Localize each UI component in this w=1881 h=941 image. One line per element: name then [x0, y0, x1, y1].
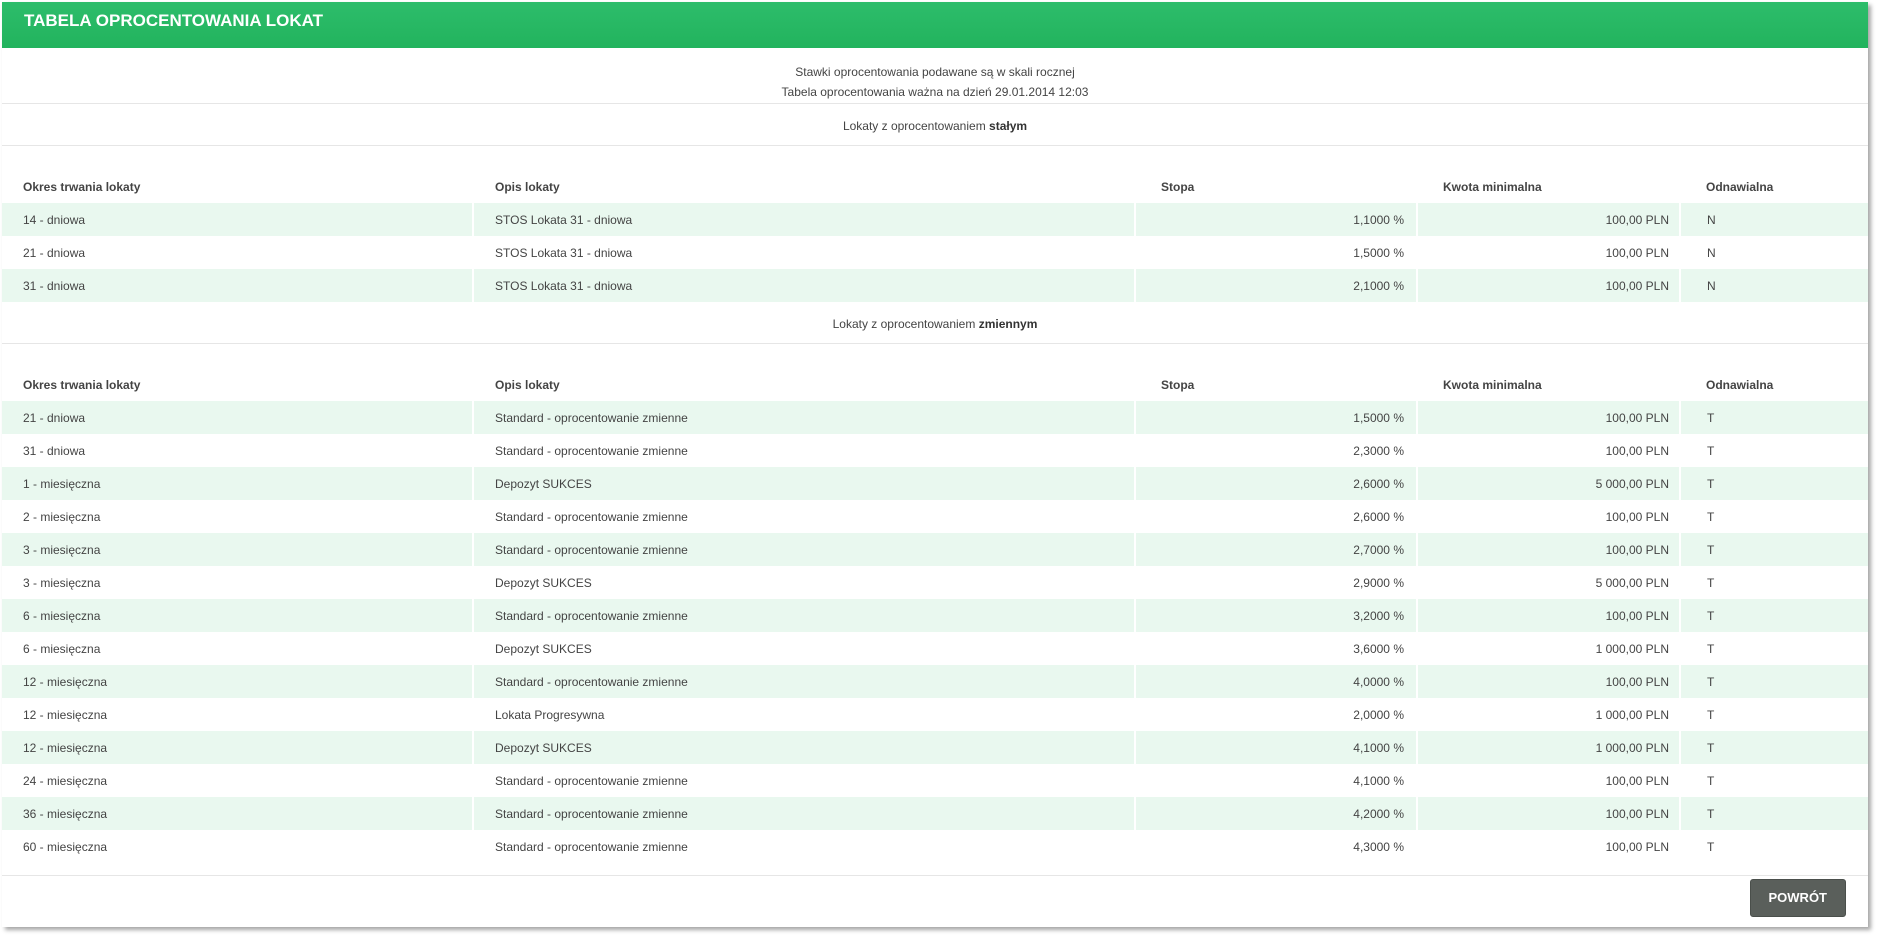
cell-min-amount: 1 000,00 PLN	[1417, 632, 1680, 665]
col-header-rate: Stopa	[1161, 378, 1195, 392]
cell-period: 12 - miesięczna	[2, 698, 473, 731]
cell-description: Standard - oprocentowanie zmienne	[473, 599, 1135, 632]
cell-rate: 4,1000 %	[1135, 731, 1417, 764]
cell-renewable: N	[1680, 236, 1868, 269]
cell-renewable: T	[1680, 698, 1868, 731]
cell-period: 6 - miesięczna	[2, 632, 473, 665]
page-title: TABELA OPROCENTOWANIA LOKAT	[2, 2, 1868, 48]
rates-info	[2, 48, 1868, 104]
cell-rate: 2,3000 %	[1135, 434, 1417, 467]
divider	[2, 863, 1868, 876]
cell-rate: 1,5000 %	[1135, 401, 1417, 434]
cell-description: Standard - oprocentowanie zmienne	[473, 830, 1135, 863]
variable-rates-body	[2, 401, 1868, 863]
cell-rate: 1,5000 %	[1135, 236, 1417, 269]
cell-renewable: T	[1680, 434, 1868, 467]
table-row	[2, 500, 1868, 533]
col-header-period: Okres trwania lokaty	[23, 180, 141, 194]
variable-title-prefix: Lokaty z oprocentowaniem	[832, 317, 979, 331]
cell-period: 36 - miesięczna	[2, 797, 473, 830]
cell-period: 3 - miesięczna	[2, 566, 473, 599]
table-row	[2, 599, 1868, 632]
cell-description: STOS Lokata 31 - dniowa	[473, 269, 1135, 302]
cell-description: Standard - oprocentowanie zmienne	[473, 797, 1135, 830]
cell-period: 1 - miesięczna	[2, 467, 473, 500]
cell-period: 3 - miesięczna	[2, 533, 473, 566]
cell-period: 21 - dniowa	[2, 236, 473, 269]
table-row	[2, 269, 1868, 302]
cell-period: 6 - miesięczna	[2, 599, 473, 632]
cell-renewable: T	[1680, 599, 1868, 632]
cell-min-amount: 100,00 PLN	[1417, 665, 1680, 698]
table-row	[2, 236, 1868, 269]
col-header-min-amount: Kwota minimalna	[1443, 378, 1542, 392]
cell-renewable: T	[1680, 500, 1868, 533]
cell-period: 12 - miesięczna	[2, 665, 473, 698]
cell-description: Depozyt SUKCES	[473, 566, 1135, 599]
cell-renewable: T	[1680, 632, 1868, 665]
cell-min-amount: 100,00 PLN	[1417, 764, 1680, 797]
table-row	[2, 401, 1868, 434]
cell-min-amount: 1 000,00 PLN	[1417, 731, 1680, 764]
cell-min-amount: 100,00 PLN	[1417, 434, 1680, 467]
col-header-renewable: Odnawialna	[1706, 180, 1774, 194]
fixed-rates-table	[2, 146, 1868, 302]
cell-rate: 2,0000 %	[1135, 698, 1417, 731]
table-row	[2, 566, 1868, 599]
table-row	[2, 698, 1868, 731]
table-row	[2, 467, 1868, 500]
cell-period: 14 - dniowa	[2, 203, 473, 236]
table-row	[2, 533, 1868, 566]
table-row	[2, 731, 1868, 764]
cell-renewable: T	[1680, 566, 1868, 599]
cell-rate: 4,0000 %	[1135, 665, 1417, 698]
cell-renewable: T	[1680, 830, 1868, 863]
cell-description: Standard - oprocentowanie zmienne	[473, 401, 1135, 434]
table-row	[2, 665, 1868, 698]
cell-rate: 4,1000 %	[1135, 764, 1417, 797]
cell-description: Depozyt SUKCES	[473, 467, 1135, 500]
cell-description: Standard - oprocentowanie zmienne	[473, 764, 1135, 797]
table-row	[2, 797, 1868, 830]
cell-description: Standard - oprocentowanie zmienne	[473, 500, 1135, 533]
fixed-title-prefix: Lokaty z oprocentowaniem	[842, 119, 990, 133]
cell-period: 2 - miesięczna	[2, 500, 473, 533]
cell-renewable: T	[1680, 731, 1868, 764]
variable-rates-table	[2, 344, 1868, 863]
cell-rate: 2,9000 %	[1135, 566, 1417, 599]
col-header-rate: Stopa	[1161, 180, 1195, 194]
fixed-section-title	[2, 104, 1868, 146]
cell-rate: 1,1000 %	[1135, 203, 1417, 236]
col-header-description: Opis lokaty	[473, 146, 1135, 203]
cell-min-amount: 5 000,00 PLN	[1417, 467, 1680, 500]
cell-min-amount: 5 000,00 PLN	[1417, 566, 1680, 599]
cell-renewable: T	[1680, 665, 1868, 698]
cell-period: 21 - dniowa	[2, 401, 473, 434]
cell-period: 31 - dniowa	[2, 269, 473, 302]
info-annual-note: Stawki oprocentowania podawane są w skali rocznej	[795, 65, 1075, 79]
info-valid-date: Tabela oprocentowania ważna na dzień 29.01.2014 12:03	[781, 85, 1089, 99]
cell-min-amount: 1 000,00 PLN	[1417, 698, 1680, 731]
cell-min-amount: 100,00 PLN	[1417, 500, 1680, 533]
cell-renewable: T	[1680, 467, 1868, 500]
table-row	[2, 764, 1868, 797]
cell-description: STOS Lokata 31 - dniowa	[473, 236, 1135, 269]
cell-min-amount: 100,00 PLN	[1417, 830, 1680, 863]
cell-rate: 2,7000 %	[1135, 533, 1417, 566]
cell-description: Depozyt SUKCES	[473, 731, 1135, 764]
table-row	[2, 632, 1868, 665]
cell-min-amount: 100,00 PLN	[1417, 203, 1680, 236]
cell-renewable: T	[1680, 533, 1868, 566]
cell-description: Standard - oprocentowanie zmienne	[473, 434, 1135, 467]
cell-min-amount: 100,00 PLN	[1417, 269, 1680, 302]
cell-description: Standard - oprocentowanie zmienne	[473, 665, 1135, 698]
cell-description: Lokata Progresywna	[473, 698, 1135, 731]
cell-min-amount: 100,00 PLN	[1417, 533, 1680, 566]
col-header-period: Okres trwania lokaty	[23, 378, 141, 392]
cell-min-amount: 100,00 PLN	[1417, 797, 1680, 830]
col-header-min-amount: Kwota minimalna	[1443, 180, 1542, 194]
cell-renewable: T	[1680, 797, 1868, 830]
col-header-renewable: Odnawialna	[1706, 378, 1774, 392]
col-header-description: Opis lokaty	[473, 344, 1135, 401]
fixed-rates-body	[2, 203, 1868, 302]
back-button[interactable]: POWRÓT	[1750, 879, 1847, 917]
cell-period: 24 - miesięczna	[2, 764, 473, 797]
cell-rate: 4,2000 %	[1135, 797, 1417, 830]
cell-description: Standard - oprocentowanie zmienne	[473, 533, 1135, 566]
cell-min-amount: 100,00 PLN	[1417, 401, 1680, 434]
cell-rate: 2,6000 %	[1135, 467, 1417, 500]
cell-renewable: T	[1680, 764, 1868, 797]
table-row	[2, 434, 1868, 467]
table-header-row	[2, 146, 1868, 203]
cell-rate: 2,6000 %	[1135, 500, 1417, 533]
cell-description: Depozyt SUKCES	[473, 632, 1135, 665]
fixed-title-bold: stałym	[989, 119, 1028, 133]
cell-rate: 4,3000 %	[1135, 830, 1417, 863]
deposit-rates-window	[2, 2, 1868, 927]
cell-rate: 3,2000 %	[1135, 599, 1417, 632]
variable-title-bold: zmiennym	[978, 317, 1038, 331]
cell-rate: 3,6000 %	[1135, 632, 1417, 665]
cell-period: 31 - dniowa	[2, 434, 473, 467]
cell-renewable: N	[1680, 269, 1868, 302]
table-row	[2, 830, 1868, 863]
cell-renewable: N	[1680, 203, 1868, 236]
cell-period: 60 - miesięczna	[2, 830, 473, 863]
cell-renewable: T	[1680, 401, 1868, 434]
table-header-row	[2, 344, 1868, 401]
variable-section-title	[2, 302, 1868, 344]
table-row	[2, 203, 1868, 236]
cell-min-amount: 100,00 PLN	[1417, 599, 1680, 632]
cell-rate: 2,1000 %	[1135, 269, 1417, 302]
cell-period: 12 - miesięczna	[2, 731, 473, 764]
cell-description: STOS Lokata 31 - dniowa	[473, 203, 1135, 236]
cell-min-amount: 100,00 PLN	[1417, 236, 1680, 269]
footer-actions	[1750, 879, 1847, 917]
